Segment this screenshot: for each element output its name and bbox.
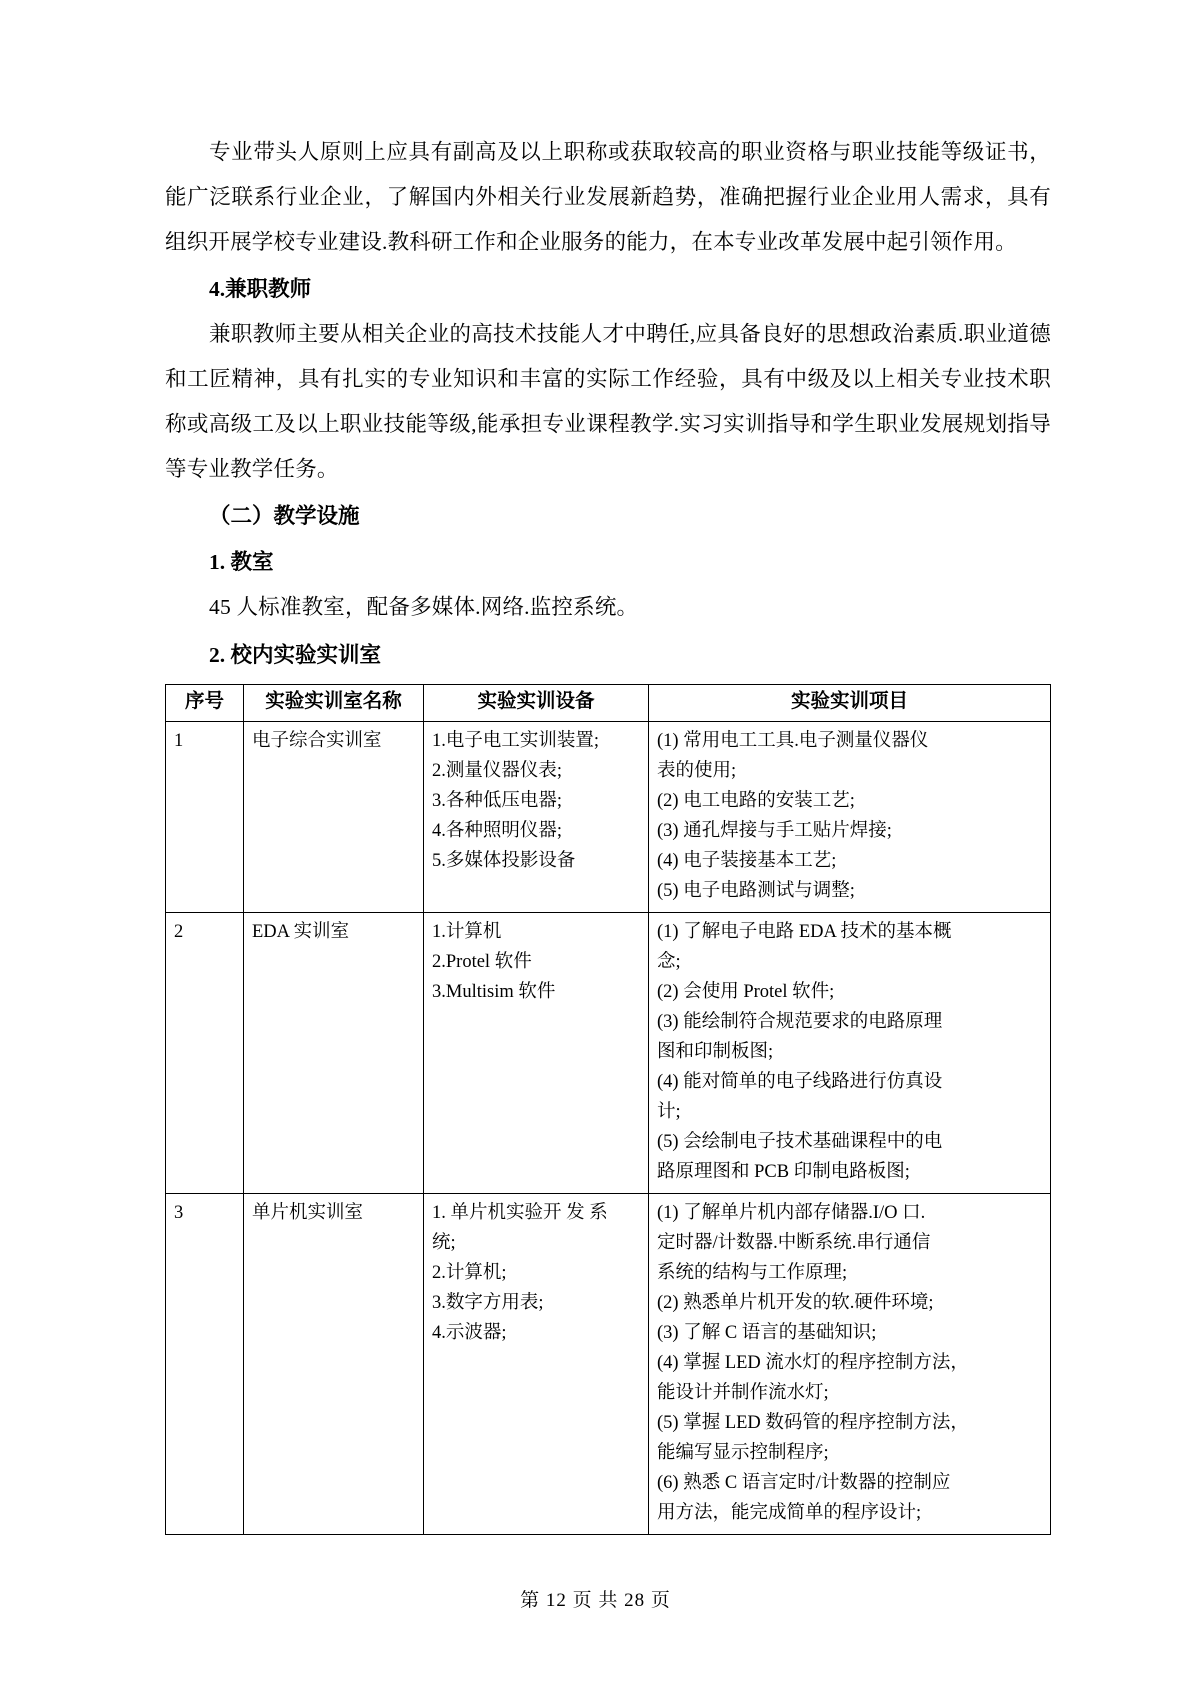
cell-lab-name: 电子综合实训室 (244, 722, 424, 913)
table-row (166, 722, 1051, 913)
project-line: (4) 能对简单的电子线路进行仿真设 (657, 1072, 943, 1092)
table-body (166, 722, 1051, 1535)
project-line: 系统的结构与工作原理; (657, 1263, 848, 1283)
table-header-no: 序号 (166, 685, 244, 722)
equipment-line: 2.测量仪器仪表; (432, 761, 563, 781)
project-line: (3) 能绘制符合规范要求的电路原理 (657, 1012, 943, 1032)
cell-lab-name: EDA 实训室 (244, 913, 424, 1194)
project-line: (2) 会使用 Protel 软件; (657, 982, 835, 1002)
cell-projects (649, 722, 1051, 913)
table-row (166, 913, 1051, 1194)
project-line: 计; (657, 1102, 681, 1122)
project-line: (2) 熟悉单片机开发的软.硬件环境; (657, 1293, 934, 1313)
table-header-row (166, 685, 1051, 722)
project-line: (5) 掌握 LED 数码管的程序控制方法， (657, 1413, 969, 1433)
heading-campus-labs: 2. 校内实验实训室 (209, 643, 382, 667)
heading-teaching-facilities: （二）教学设施 (209, 504, 360, 528)
equipment-line: 4.示波器; (432, 1323, 507, 1343)
project-line: (5) 会绘制电子技术基础课程中的电 (657, 1132, 943, 1152)
project-line: (3) 了解 C 语言的基础知识; (657, 1323, 877, 1343)
heading-classroom: 1. 教室 (209, 550, 274, 574)
project-line: 定时器/计数器.中断系统.串行通信 (657, 1233, 931, 1253)
cell-projects (649, 1194, 1051, 1535)
cell-projects (649, 913, 1051, 1194)
equipment-line: 5.多媒体投影设备 (432, 851, 576, 871)
paragraph-classroom: 45 人标准教室，配备多媒体.网络.监控系统。 (209, 595, 639, 619)
table-header-projects: 实验实训项目 (649, 685, 1051, 722)
project-line: 路原理图和 PCB 印制电路板图; (657, 1162, 910, 1182)
equipment-line: 1. 单片机实验开 发 系 (432, 1203, 608, 1223)
project-line: (4) 掌握 LED 流水灯的程序控制方法， (657, 1353, 969, 1373)
cell-no: 2 (166, 913, 244, 1194)
lab-table (165, 684, 1051, 1535)
equipment-line: 1.计算机 (432, 922, 502, 942)
cell-no: 1 (166, 722, 244, 913)
cell-equipment (424, 1194, 649, 1535)
equipment-line: 2.Protel 软件 (432, 952, 532, 972)
project-line: (4) 电子装接基本工艺; (657, 851, 837, 871)
project-line: 表的使用; (657, 761, 737, 781)
equipment-line: 统; (432, 1233, 456, 1253)
equipment-line: 4.各种照明仪器; (432, 821, 563, 841)
paragraph-part-time-teachers: 兼职教师主要从相关企业的高技术技能人才中聘任,应具备良好的思想政治素质.职业道德和工匠精神，具有扎实的专业知识和丰富的实际工作经验，具有中级及以上相关专业技术职称或高级工及以上职业技能等级,能承担专业课程教学.实习实训指导和学生职业发展规划指导等专业教学任务。 (165, 322, 1051, 481)
cell-lab-name: 单片机实训室 (244, 1194, 424, 1535)
cell-equipment (424, 913, 649, 1194)
table-row (166, 1194, 1051, 1535)
equipment-line: 3.Multisim 软件 (432, 982, 556, 1002)
project-line: (1) 了解单片机内部存储器.I/O 口. (657, 1203, 926, 1223)
heading-part-time-teachers: 4.兼职教师 (209, 277, 312, 301)
table-header-equipment: 实验实训设备 (424, 685, 649, 722)
project-line: 能编写显示控制程序; (657, 1443, 829, 1463)
project-line: 用方法，能完成简单的程序设计; (657, 1503, 922, 1523)
table-header-name: 实验实训室名称 (244, 685, 424, 722)
project-line: (1) 了解电子电路 EDA 技术的基本概 (657, 922, 952, 942)
project-line: 能设计并制作流水灯; (657, 1383, 829, 1403)
equipment-line: 2.计算机; (432, 1263, 507, 1283)
project-line: (1) 常用电工工具.电子测量仪器仪 (657, 731, 929, 751)
project-line: 图和印制板图; (657, 1042, 774, 1062)
cell-no: 3 (166, 1194, 244, 1535)
project-line: (6) 熟悉 C 语言定时/计数器的控制应 (657, 1473, 951, 1493)
project-line: 念; (657, 952, 681, 972)
project-line: (2) 电工电路的安装工艺; (657, 791, 855, 811)
equipment-line: 3.数字方用表; (432, 1293, 544, 1313)
equipment-line: 1.电子电工实训装置; (432, 731, 600, 751)
page-footer: 第 12 页 共 28 页 (520, 1590, 671, 1611)
project-line: (3) 通孔焊接与手工贴片焊接; (657, 821, 892, 841)
equipment-line: 3.各种低压电器; (432, 791, 563, 811)
paragraph-professional-leader: 专业带头人原则上应具有副高及以上职称或获取较高的职业资格与职业技能等级证书，能广泛联系行业企业，了解国内外相关行业发展新趋势，准确把握行业企业用人需求，具有组织开展学校专业建设.教科研工作和企业服务的能力，在本专业改革发展中起引领作用。 (165, 140, 1051, 254)
cell-equipment (424, 722, 649, 913)
project-line: (5) 电子电路测试与调整; (657, 881, 855, 901)
